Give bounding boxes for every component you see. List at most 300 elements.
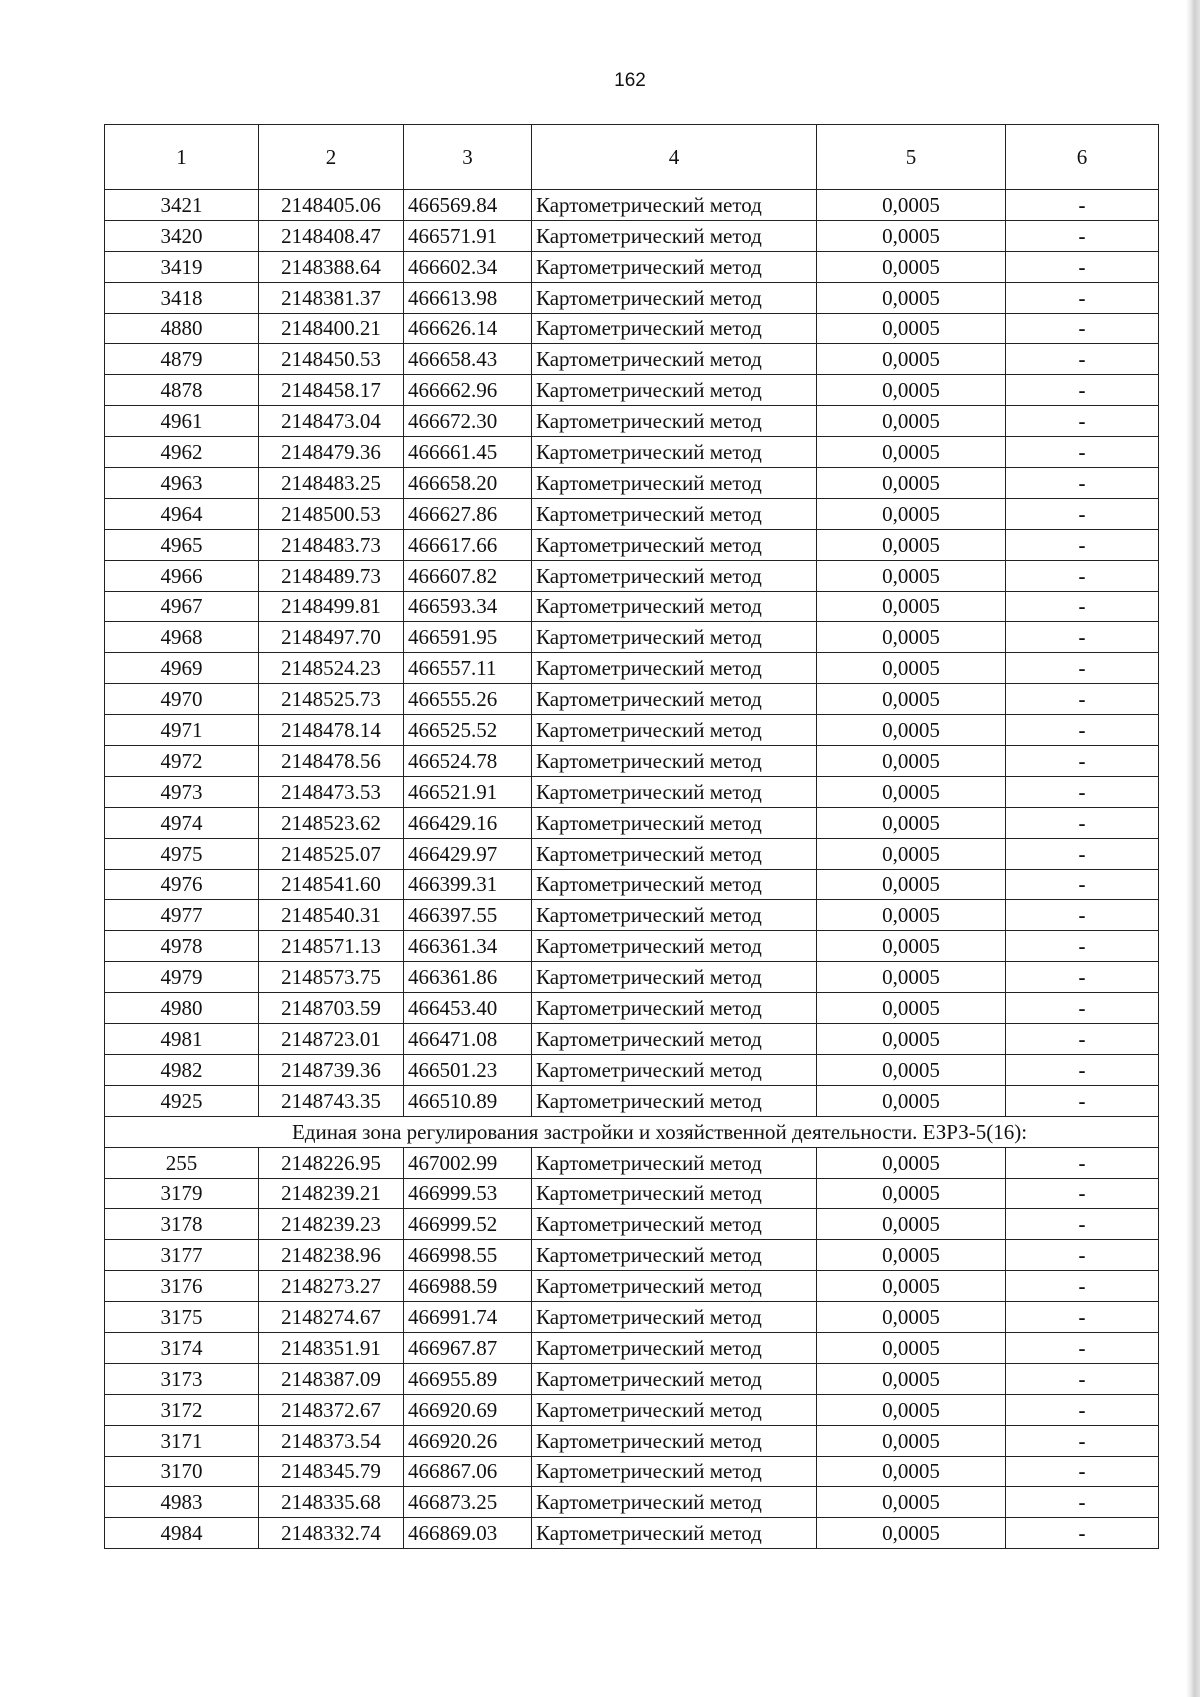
x-coordinate-cell: 2148478.56 (259, 746, 404, 777)
method-cell: Картометрический метод (532, 220, 817, 251)
y-coordinate-cell: 466397.55 (404, 900, 532, 931)
method-cell: Картометрический метод (532, 1209, 817, 1240)
x-coordinate-cell: 2148473.04 (259, 406, 404, 437)
method-cell: Картометрический метод (532, 1240, 817, 1271)
error-cell: 0,0005 (817, 962, 1006, 993)
table-row (105, 1394, 1159, 1425)
point-number-cell: 3175 (105, 1302, 259, 1333)
x-coordinate-cell: 2148381.37 (259, 282, 404, 313)
y-coordinate-cell: 466658.20 (404, 468, 532, 499)
note-cell: - (1006, 900, 1159, 931)
point-number-cell: 4983 (105, 1487, 259, 1518)
error-cell: 0,0005 (817, 468, 1006, 499)
x-coordinate-cell: 2148332.74 (259, 1518, 404, 1549)
note-cell: - (1006, 838, 1159, 869)
x-coordinate-cell: 2148351.91 (259, 1332, 404, 1363)
method-cell: Картометрический метод (532, 1147, 817, 1178)
method-cell: Картометрический метод (532, 1302, 817, 1333)
method-cell: Картометрический метод (532, 1054, 817, 1085)
point-number-cell: 4967 (105, 591, 259, 622)
note-cell: - (1006, 1518, 1159, 1549)
method-cell: Картометрический метод (532, 622, 817, 653)
method-cell: Картометрический метод (532, 1271, 817, 1302)
x-coordinate-cell: 2148226.95 (259, 1147, 404, 1178)
x-coordinate-cell: 2148703.59 (259, 993, 404, 1024)
note-cell: - (1006, 931, 1159, 962)
y-coordinate-cell: 466429.97 (404, 838, 532, 869)
x-coordinate-cell: 2148483.73 (259, 529, 404, 560)
method-cell: Картометрический метод (532, 962, 817, 993)
header-cell-2: 2 (259, 125, 404, 190)
point-number-cell: 4966 (105, 560, 259, 591)
note-cell: - (1006, 653, 1159, 684)
point-number-cell: 4980 (105, 993, 259, 1024)
y-coordinate-cell: 466510.89 (404, 1085, 532, 1116)
method-cell: Картометрический метод (532, 684, 817, 715)
table-row (105, 1271, 1159, 1302)
x-coordinate-cell: 2148541.60 (259, 869, 404, 900)
point-number-cell: 4979 (105, 962, 259, 993)
error-cell: 0,0005 (817, 1240, 1006, 1271)
method-cell: Картометрический метод (532, 653, 817, 684)
table-row (105, 715, 1159, 746)
x-coordinate-cell: 2148238.96 (259, 1240, 404, 1271)
note-cell: - (1006, 406, 1159, 437)
x-coordinate-cell: 2148489.73 (259, 560, 404, 591)
note-cell: - (1006, 1209, 1159, 1240)
point-number-cell: 4970 (105, 684, 259, 715)
error-cell: 0,0005 (817, 1271, 1006, 1302)
x-coordinate-cell: 2148408.47 (259, 220, 404, 251)
x-coordinate-cell: 2148497.70 (259, 622, 404, 653)
error-cell: 0,0005 (817, 437, 1006, 468)
table-row (105, 1024, 1159, 1055)
y-coordinate-cell: 466873.25 (404, 1487, 532, 1518)
method-cell: Картометрический метод (532, 437, 817, 468)
method-cell: Картометрический метод (532, 591, 817, 622)
error-cell: 0,0005 (817, 715, 1006, 746)
x-coordinate-cell: 2148483.25 (259, 468, 404, 499)
point-number-cell: 4968 (105, 622, 259, 653)
note-cell: - (1006, 1363, 1159, 1394)
table-row (105, 1487, 1159, 1518)
point-number-cell: 3173 (105, 1363, 259, 1394)
method-cell: Картометрический метод (532, 282, 817, 313)
method-cell: Картометрический метод (532, 715, 817, 746)
x-coordinate-cell: 2148478.14 (259, 715, 404, 746)
table-row (105, 1240, 1159, 1271)
x-coordinate-cell: 2148388.64 (259, 251, 404, 282)
table-row (105, 931, 1159, 962)
table-row (105, 529, 1159, 560)
note-cell: - (1006, 468, 1159, 499)
table-row (105, 1147, 1159, 1178)
error-cell: 0,0005 (817, 1487, 1006, 1518)
table-row (105, 1209, 1159, 1240)
error-cell: 0,0005 (817, 1518, 1006, 1549)
table-row (105, 344, 1159, 375)
error-cell: 0,0005 (817, 869, 1006, 900)
method-cell: Картометрический метод (532, 838, 817, 869)
error-cell: 0,0005 (817, 375, 1006, 406)
scan-edge-shadow (1186, 0, 1200, 1697)
table-row (105, 313, 1159, 344)
table-row (105, 1518, 1159, 1549)
x-coordinate-cell: 2148450.53 (259, 344, 404, 375)
error-cell: 0,0005 (817, 560, 1006, 591)
point-number-cell: 4971 (105, 715, 259, 746)
method-cell: Картометрический метод (532, 1394, 817, 1425)
header-cell-4: 4 (532, 125, 817, 190)
table-row (105, 776, 1159, 807)
error-cell: 0,0005 (817, 838, 1006, 869)
table-row (105, 1363, 1159, 1394)
point-number-cell: 4973 (105, 776, 259, 807)
method-cell: Картометрический метод (532, 807, 817, 838)
table-row (105, 220, 1159, 251)
y-coordinate-cell: 466521.91 (404, 776, 532, 807)
method-cell: Картометрический метод (532, 498, 817, 529)
y-coordinate-cell: 466571.91 (404, 220, 532, 251)
point-number-cell: 4962 (105, 437, 259, 468)
note-cell: - (1006, 190, 1159, 221)
table-body (105, 125, 1159, 1549)
note-cell: - (1006, 437, 1159, 468)
method-cell: Картометрический метод (532, 1456, 817, 1487)
method-cell: Картометрический метод (532, 993, 817, 1024)
table-row (105, 1178, 1159, 1209)
y-coordinate-cell: 466399.31 (404, 869, 532, 900)
point-number-cell: 3176 (105, 1271, 259, 1302)
error-cell: 0,0005 (817, 1456, 1006, 1487)
point-number-cell: 4974 (105, 807, 259, 838)
table-row (105, 1085, 1159, 1116)
error-cell: 0,0005 (817, 807, 1006, 838)
point-number-cell: 3174 (105, 1332, 259, 1363)
y-coordinate-cell: 466361.34 (404, 931, 532, 962)
y-coordinate-cell: 466524.78 (404, 746, 532, 777)
y-coordinate-cell: 466602.34 (404, 251, 532, 282)
note-cell: - (1006, 715, 1159, 746)
method-cell: Картометрический метод (532, 190, 817, 221)
coordinates-table (104, 124, 1159, 1549)
method-cell: Картометрический метод (532, 1518, 817, 1549)
point-number-cell: 4878 (105, 375, 259, 406)
error-cell: 0,0005 (817, 746, 1006, 777)
note-cell: - (1006, 1425, 1159, 1456)
point-number-cell: 4961 (105, 406, 259, 437)
note-cell: - (1006, 375, 1159, 406)
note-cell: - (1006, 807, 1159, 838)
section-row (105, 1116, 1159, 1147)
note-cell: - (1006, 560, 1159, 591)
x-coordinate-cell: 2148274.67 (259, 1302, 404, 1333)
method-cell: Картометрический метод (532, 313, 817, 344)
y-coordinate-cell: 466613.98 (404, 282, 532, 313)
y-coordinate-cell: 466627.86 (404, 498, 532, 529)
y-coordinate-cell: 466991.74 (404, 1302, 532, 1333)
error-cell: 0,0005 (817, 406, 1006, 437)
y-coordinate-cell: 466999.53 (404, 1178, 532, 1209)
point-number-cell: 4972 (105, 746, 259, 777)
method-cell: Картометрический метод (532, 900, 817, 931)
x-coordinate-cell: 2148473.53 (259, 776, 404, 807)
header-cell-6: 6 (1006, 125, 1159, 190)
y-coordinate-cell: 466867.06 (404, 1456, 532, 1487)
y-coordinate-cell: 466361.86 (404, 962, 532, 993)
table-row (105, 406, 1159, 437)
point-number-cell: 4975 (105, 838, 259, 869)
table-row (105, 1054, 1159, 1085)
x-coordinate-cell: 2148571.13 (259, 931, 404, 962)
error-cell: 0,0005 (817, 622, 1006, 653)
table-row (105, 190, 1159, 221)
y-coordinate-cell: 467002.99 (404, 1147, 532, 1178)
y-coordinate-cell: 466988.59 (404, 1271, 532, 1302)
note-cell: - (1006, 776, 1159, 807)
error-cell: 0,0005 (817, 1178, 1006, 1209)
x-coordinate-cell: 2148540.31 (259, 900, 404, 931)
note-cell: - (1006, 282, 1159, 313)
method-cell: Картометрический метод (532, 1085, 817, 1116)
x-coordinate-cell: 2148239.23 (259, 1209, 404, 1240)
error-cell: 0,0005 (817, 900, 1006, 931)
method-cell: Картометрический метод (532, 869, 817, 900)
x-coordinate-cell: 2148273.27 (259, 1271, 404, 1302)
error-cell: 0,0005 (817, 190, 1006, 221)
table-row (105, 560, 1159, 591)
x-coordinate-cell: 2148345.79 (259, 1456, 404, 1487)
note-cell: - (1006, 1178, 1159, 1209)
error-cell: 0,0005 (817, 1394, 1006, 1425)
y-coordinate-cell: 466955.89 (404, 1363, 532, 1394)
point-number-cell: 3177 (105, 1240, 259, 1271)
table-row (105, 869, 1159, 900)
header-cell-1: 1 (105, 125, 259, 190)
point-number-cell: 3418 (105, 282, 259, 313)
table-row (105, 807, 1159, 838)
note-cell: - (1006, 622, 1159, 653)
header-row (105, 125, 1159, 190)
y-coordinate-cell: 466429.16 (404, 807, 532, 838)
note-cell: - (1006, 1085, 1159, 1116)
page-number: 162 (614, 70, 646, 91)
x-coordinate-cell: 2148499.81 (259, 591, 404, 622)
error-cell: 0,0005 (817, 1147, 1006, 1178)
method-cell: Картометрический метод (532, 1332, 817, 1363)
error-cell: 0,0005 (817, 1363, 1006, 1394)
table-row (105, 251, 1159, 282)
y-coordinate-cell: 466453.40 (404, 993, 532, 1024)
error-cell: 0,0005 (817, 251, 1006, 282)
error-cell: 0,0005 (817, 498, 1006, 529)
error-cell: 0,0005 (817, 993, 1006, 1024)
note-cell: - (1006, 869, 1159, 900)
method-cell: Картометрический метод (532, 251, 817, 282)
method-cell: Картометрический метод (532, 1487, 817, 1518)
note-cell: - (1006, 1271, 1159, 1302)
point-number-cell: 4969 (105, 653, 259, 684)
method-cell: Картометрический метод (532, 931, 817, 962)
y-coordinate-cell: 466661.45 (404, 437, 532, 468)
method-cell: Картометрический метод (532, 375, 817, 406)
y-coordinate-cell: 466998.55 (404, 1240, 532, 1271)
note-cell: - (1006, 746, 1159, 777)
point-number-cell: 3179 (105, 1178, 259, 1209)
error-cell: 0,0005 (817, 344, 1006, 375)
y-coordinate-cell: 466617.66 (404, 529, 532, 560)
method-cell: Картометрический метод (532, 529, 817, 560)
note-cell: - (1006, 1024, 1159, 1055)
note-cell: - (1006, 1332, 1159, 1363)
note-cell: - (1006, 251, 1159, 282)
y-coordinate-cell: 466501.23 (404, 1054, 532, 1085)
error-cell: 0,0005 (817, 313, 1006, 344)
table-row (105, 900, 1159, 931)
x-coordinate-cell: 2148573.75 (259, 962, 404, 993)
table-row (105, 1456, 1159, 1487)
point-number-cell: 3421 (105, 190, 259, 221)
method-cell: Картометрический метод (532, 344, 817, 375)
y-coordinate-cell: 466920.26 (404, 1425, 532, 1456)
x-coordinate-cell: 2148525.73 (259, 684, 404, 715)
x-coordinate-cell: 2148743.35 (259, 1085, 404, 1116)
table-row (105, 437, 1159, 468)
x-coordinate-cell: 2148372.67 (259, 1394, 404, 1425)
method-cell: Картометрический метод (532, 406, 817, 437)
note-cell: - (1006, 684, 1159, 715)
table-row (105, 1425, 1159, 1456)
y-coordinate-cell: 466626.14 (404, 313, 532, 344)
header-cell-3: 3 (404, 125, 532, 190)
point-number-cell: 3420 (105, 220, 259, 251)
table-row (105, 653, 1159, 684)
note-cell: - (1006, 529, 1159, 560)
method-cell: Картометрический метод (532, 1425, 817, 1456)
note-cell: - (1006, 1394, 1159, 1425)
table-row (105, 622, 1159, 653)
x-coordinate-cell: 2148239.21 (259, 1178, 404, 1209)
note-cell: - (1006, 1054, 1159, 1085)
x-coordinate-cell: 2148373.54 (259, 1425, 404, 1456)
x-coordinate-cell: 2148524.23 (259, 653, 404, 684)
method-cell: Картометрический метод (532, 746, 817, 777)
point-number-cell: 255 (105, 1147, 259, 1178)
x-coordinate-cell: 2148458.17 (259, 375, 404, 406)
error-cell: 0,0005 (817, 1209, 1006, 1240)
note-cell: - (1006, 313, 1159, 344)
y-coordinate-cell: 466967.87 (404, 1332, 532, 1363)
table-row (105, 498, 1159, 529)
table-row (105, 1332, 1159, 1363)
section-title: Единая зона регулирования застройки и хозяйственной деятельности. ЕЗРЗ-5(16): (105, 1116, 1159, 1147)
point-number-cell: 4965 (105, 529, 259, 560)
y-coordinate-cell: 466591.95 (404, 622, 532, 653)
note-cell: - (1006, 993, 1159, 1024)
point-number-cell: 4925 (105, 1085, 259, 1116)
note-cell: - (1006, 1240, 1159, 1271)
error-cell: 0,0005 (817, 1302, 1006, 1333)
error-cell: 0,0005 (817, 653, 1006, 684)
note-cell: - (1006, 1456, 1159, 1487)
point-number-cell: 4984 (105, 1518, 259, 1549)
table-row (105, 591, 1159, 622)
method-cell: Картометрический метод (532, 468, 817, 499)
point-number-cell: 4977 (105, 900, 259, 931)
error-cell: 0,0005 (817, 529, 1006, 560)
table-row (105, 838, 1159, 869)
error-cell: 0,0005 (817, 776, 1006, 807)
x-coordinate-cell: 2148400.21 (259, 313, 404, 344)
point-number-cell: 4879 (105, 344, 259, 375)
x-coordinate-cell: 2148523.62 (259, 807, 404, 838)
y-coordinate-cell: 466593.34 (404, 591, 532, 622)
point-number-cell: 4981 (105, 1024, 259, 1055)
error-cell: 0,0005 (817, 1024, 1006, 1055)
note-cell: - (1006, 1487, 1159, 1518)
table-row (105, 684, 1159, 715)
table-row (105, 282, 1159, 313)
header-cell-5: 5 (817, 125, 1006, 190)
x-coordinate-cell: 2148739.36 (259, 1054, 404, 1085)
point-number-cell: 3171 (105, 1425, 259, 1456)
point-number-cell: 4964 (105, 498, 259, 529)
point-number-cell: 3170 (105, 1456, 259, 1487)
note-cell: - (1006, 962, 1159, 993)
y-coordinate-cell: 466557.11 (404, 653, 532, 684)
table-row (105, 746, 1159, 777)
x-coordinate-cell: 2148387.09 (259, 1363, 404, 1394)
table-row (105, 1302, 1159, 1333)
table-row (105, 962, 1159, 993)
y-coordinate-cell: 466555.26 (404, 684, 532, 715)
method-cell: Картометрический метод (532, 1024, 817, 1055)
method-cell: Картометрический метод (532, 1178, 817, 1209)
point-number-cell: 3419 (105, 251, 259, 282)
y-coordinate-cell: 466662.96 (404, 375, 532, 406)
note-cell: - (1006, 1147, 1159, 1178)
y-coordinate-cell: 466569.84 (404, 190, 532, 221)
y-coordinate-cell: 466525.52 (404, 715, 532, 746)
y-coordinate-cell: 466999.52 (404, 1209, 532, 1240)
x-coordinate-cell: 2148500.53 (259, 498, 404, 529)
y-coordinate-cell: 466658.43 (404, 344, 532, 375)
y-coordinate-cell: 466672.30 (404, 406, 532, 437)
x-coordinate-cell: 2148335.68 (259, 1487, 404, 1518)
error-cell: 0,0005 (817, 282, 1006, 313)
point-number-cell: 3178 (105, 1209, 259, 1240)
point-number-cell: 3172 (105, 1394, 259, 1425)
method-cell: Картометрический метод (532, 560, 817, 591)
note-cell: - (1006, 591, 1159, 622)
point-number-cell: 4978 (105, 931, 259, 962)
point-number-cell: 4880 (105, 313, 259, 344)
y-coordinate-cell: 466920.69 (404, 1394, 532, 1425)
error-cell: 0,0005 (817, 1085, 1006, 1116)
x-coordinate-cell: 2148723.01 (259, 1024, 404, 1055)
x-coordinate-cell: 2148405.06 (259, 190, 404, 221)
x-coordinate-cell: 2148479.36 (259, 437, 404, 468)
y-coordinate-cell: 466471.08 (404, 1024, 532, 1055)
error-cell: 0,0005 (817, 931, 1006, 962)
error-cell: 0,0005 (817, 1332, 1006, 1363)
point-number-cell: 4982 (105, 1054, 259, 1085)
error-cell: 0,0005 (817, 1425, 1006, 1456)
table-row (105, 993, 1159, 1024)
note-cell: - (1006, 344, 1159, 375)
error-cell: 0,0005 (817, 591, 1006, 622)
table-row (105, 468, 1159, 499)
